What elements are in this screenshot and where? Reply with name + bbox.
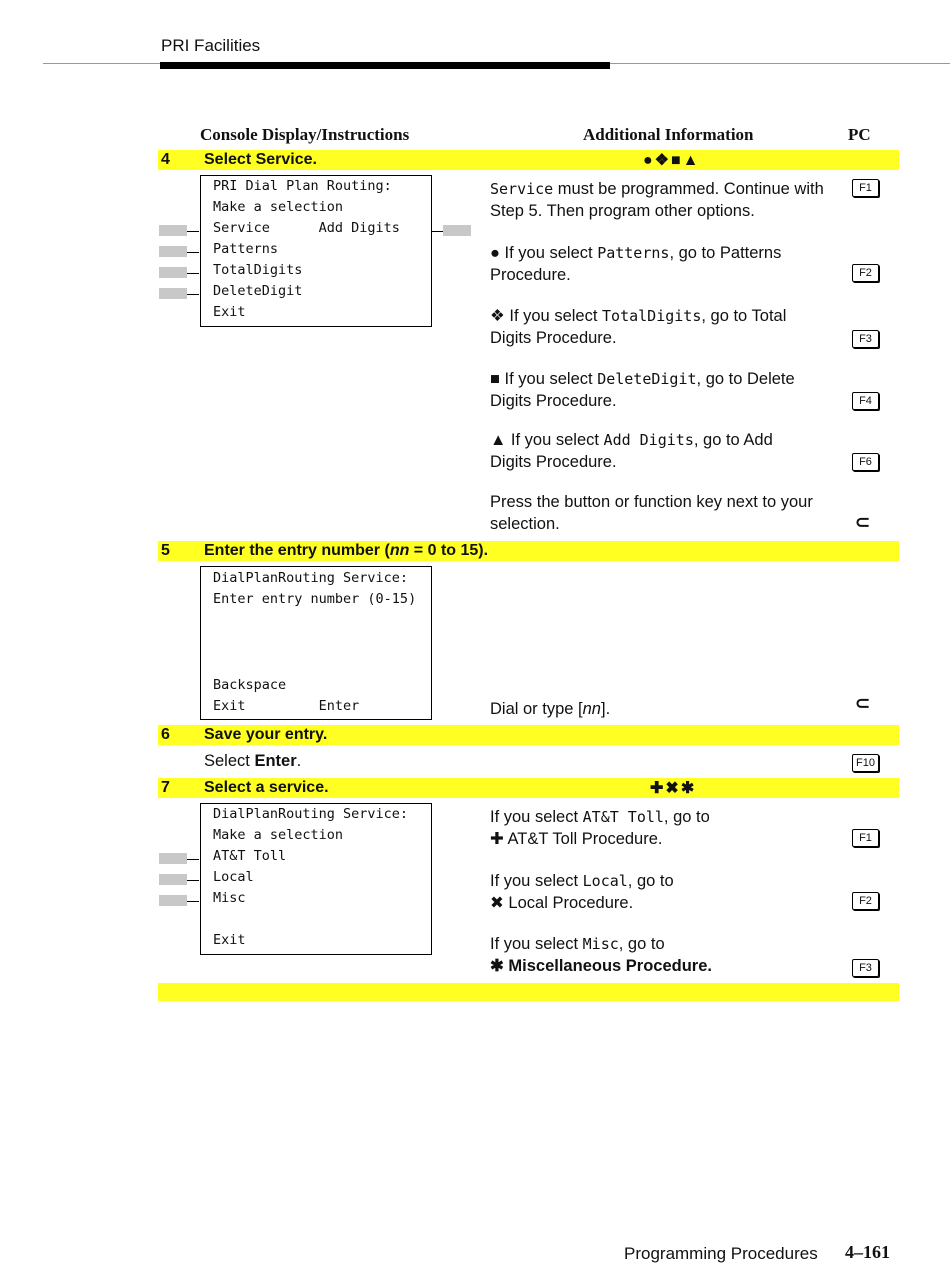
step-4-info-totaldigits: ❖ If you select TotalDigits, go to Total Digits Procedure. xyxy=(490,307,787,347)
step-5-band xyxy=(158,541,899,561)
step-7-label: Select a service. xyxy=(204,779,329,796)
softkey-lead xyxy=(187,901,199,902)
softkey-lead xyxy=(187,880,199,881)
softkey-lead xyxy=(187,252,199,253)
step-5-info: Dial or type [nn]. xyxy=(490,700,611,718)
screen-line: DialPlanRouting Service: xyxy=(213,570,409,586)
end-band xyxy=(158,983,899,1001)
screen-line: PRI Dial Plan Routing: xyxy=(213,178,392,194)
softkey-button[interactable] xyxy=(443,225,471,236)
function-key-f1[interactable]: F1 xyxy=(852,829,879,847)
function-key-f4[interactable]: F4 xyxy=(852,392,879,410)
screen-option-exit[interactable]: Exit xyxy=(213,932,246,948)
step-4-label: Select Service. xyxy=(204,151,317,168)
function-key-f1[interactable]: F1 xyxy=(852,179,879,197)
step-7-info-local: If you select Local, go to ✖ Local Procedure. xyxy=(490,872,674,912)
step-7-console-screen xyxy=(200,803,432,955)
step-4-info-service: Service must be programmed. Continue with Step 5. Then program other options. xyxy=(490,180,824,220)
step-6-number: 6 xyxy=(161,726,170,743)
step-7-band xyxy=(158,778,899,798)
function-key-f10[interactable]: F10 xyxy=(852,754,879,772)
softkey-lead xyxy=(187,231,199,232)
running-header: PRI Facilities xyxy=(161,36,261,55)
step-6-band xyxy=(158,725,899,745)
step-7-info-att: If you select AT&T Toll, go to ✚ AT&T Toll Procedure. xyxy=(490,808,710,848)
screen-option-totaldigits[interactable]: TotalDigits xyxy=(213,262,303,278)
softkey-button[interactable] xyxy=(159,288,187,299)
screen-line: Make a selection xyxy=(213,199,344,215)
step-4-console-screen xyxy=(200,175,432,327)
step-6-instruction: Select Enter. xyxy=(204,752,302,770)
screen-option-misc[interactable]: Misc xyxy=(213,890,246,906)
softkey-button[interactable] xyxy=(159,225,187,236)
return-icon: ⊂ xyxy=(855,512,871,532)
step-7-number: 7 xyxy=(161,779,170,796)
function-key-f6[interactable]: F6 xyxy=(852,453,879,471)
screen-option-backspace[interactable]: Backspace xyxy=(213,677,287,693)
header-bar xyxy=(160,62,610,69)
function-key-f3[interactable]: F3 xyxy=(852,330,879,348)
step-5-label: Enter the entry number (nn = 0 to 15). xyxy=(204,542,489,559)
screen-line: DialPlanRouting Service: xyxy=(213,806,409,822)
step-5-number: 5 xyxy=(161,542,170,559)
function-key-f2[interactable]: F2 xyxy=(852,264,879,282)
step-7-info-misc: If you select Misc, go to ✱ Miscellaneous Procedure. xyxy=(490,935,712,975)
column-heading-pc: PC xyxy=(848,125,871,144)
softkey-button[interactable] xyxy=(159,874,187,885)
step-4-number: 4 xyxy=(161,151,170,168)
softkey-lead xyxy=(187,294,199,295)
step-5-console-screen xyxy=(200,566,432,720)
screen-option-att-toll[interactable]: AT&T Toll xyxy=(213,848,287,864)
screen-option-patterns[interactable]: Patterns xyxy=(213,241,279,257)
function-key-f3[interactable]: F3 xyxy=(852,959,879,977)
screen-option-exit[interactable]: Exit xyxy=(213,304,246,320)
screen-line: Make a selection xyxy=(213,827,344,843)
step-4-info-press: Press the button or function key next to your selection. xyxy=(490,493,813,533)
footer-section: Programming Procedures xyxy=(624,1244,818,1263)
step-6-label: Save your entry. xyxy=(204,726,328,743)
step-4-info-adddigits: ▲ If you select Add Digits, go to Add Digits Procedure. xyxy=(490,431,773,471)
softkey-button[interactable] xyxy=(159,853,187,864)
footer-page-number: 4–161 xyxy=(845,1242,890,1262)
screen-option-local[interactable]: Local xyxy=(213,869,254,885)
column-heading-console: Console Display/Instructions xyxy=(200,125,410,144)
screen-option-service[interactable]: Service Add Digits xyxy=(213,220,400,236)
screen-line: Enter entry number (0-15) xyxy=(213,591,417,607)
step-4-symbols: ●❖■▲ xyxy=(643,152,701,169)
softkey-button[interactable] xyxy=(159,267,187,278)
softkey-button[interactable] xyxy=(159,246,187,257)
screen-option-exit-enter[interactable]: Exit Enter xyxy=(213,698,360,714)
return-icon: ⊂ xyxy=(855,693,871,713)
step-7-symbols: ✚✖✱ xyxy=(650,780,697,797)
step-4-band xyxy=(158,150,899,170)
softkey-lead xyxy=(187,273,199,274)
column-heading-additional: Additional Information xyxy=(583,125,754,144)
function-key-f2[interactable]: F2 xyxy=(852,892,879,910)
softkey-button[interactable] xyxy=(159,895,187,906)
screen-option-deletedigit[interactable]: DeleteDigit xyxy=(213,283,303,299)
step-4-info-patterns: ● If you select Patterns, go to Patterns Procedure. xyxy=(490,244,782,284)
softkey-lead xyxy=(187,859,199,860)
softkey-lead xyxy=(431,231,443,232)
step-4-info-deletedigit: ■ If you select DeleteDigit, go to Delete Digits Procedure. xyxy=(490,370,795,410)
